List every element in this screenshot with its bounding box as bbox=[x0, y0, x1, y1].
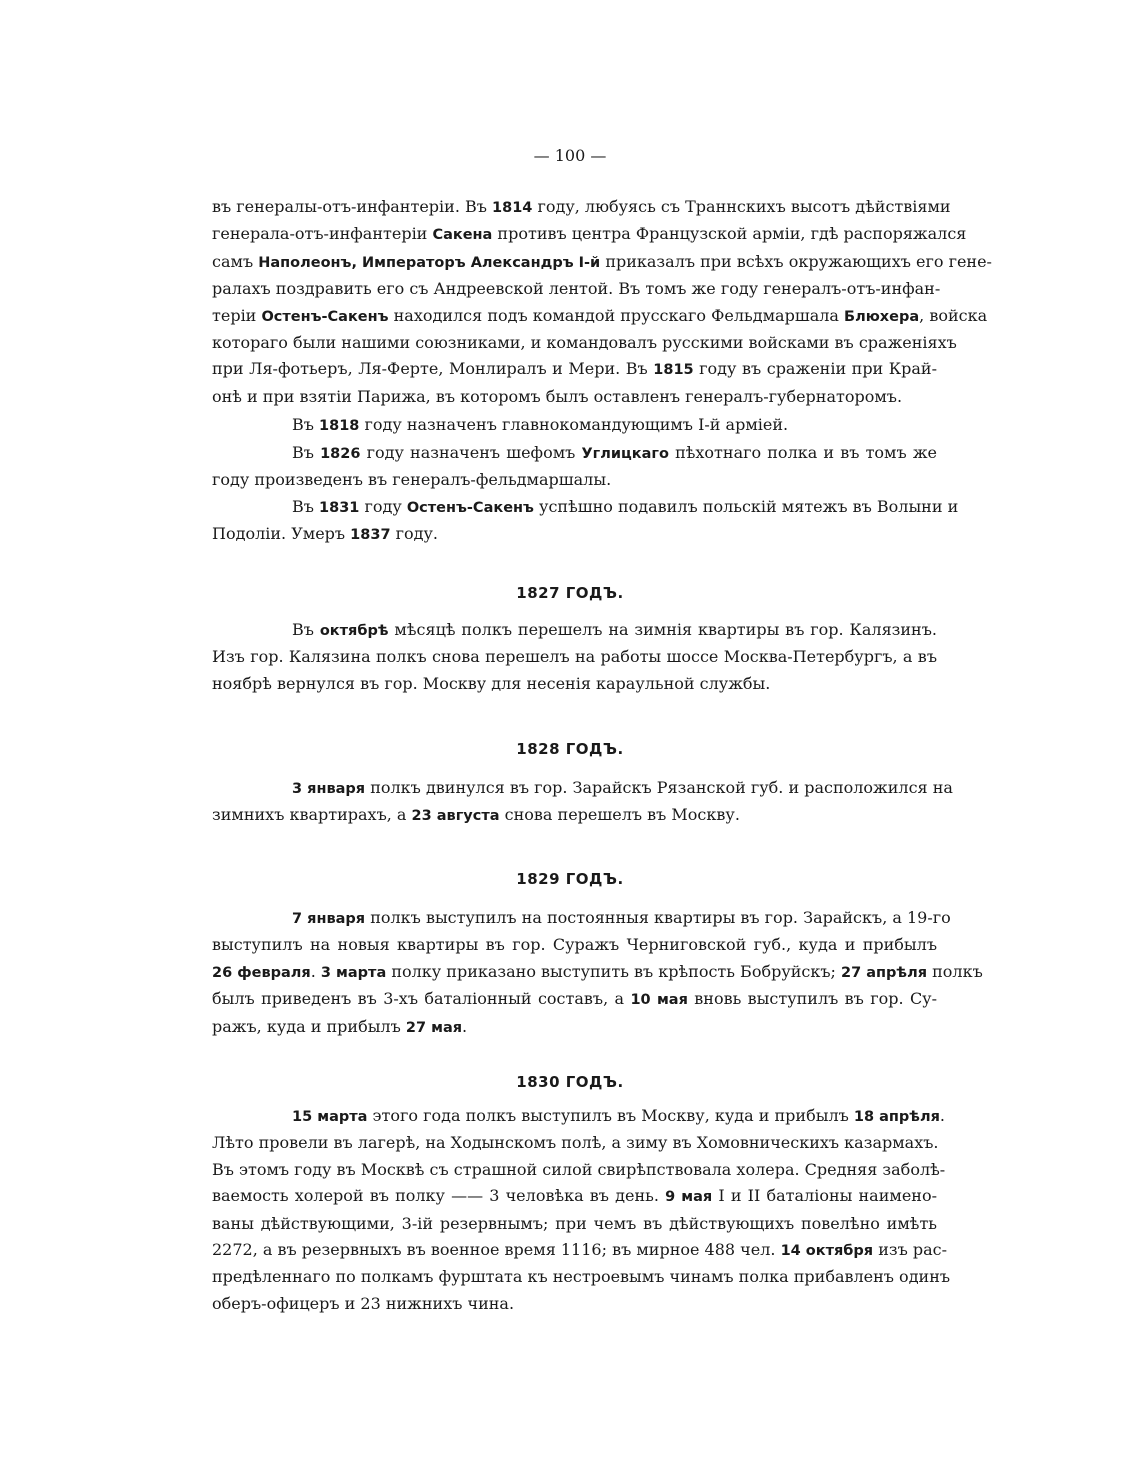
paragraph-1828 bbox=[212, 775, 953, 830]
text-line: самъ Наполеонъ, Императоръ Александръ I-й приказалъ при всѣхъ окружающихъ его гене- bbox=[212, 251, 992, 271]
paragraph-1826 bbox=[212, 440, 937, 494]
text-line: ноябрѣ вернулся въ гор. Москву для несенія караульной службы. bbox=[212, 673, 771, 693]
emphasis: 27 мая bbox=[405, 1019, 463, 1036]
section-heading-1828: 1828 ГОДЪ. bbox=[516, 740, 624, 758]
paragraph-1830 bbox=[212, 1103, 951, 1317]
text-line: котораго были нашими союзниками, и командовалъ русскими войсками въ сраженіяхъ bbox=[212, 333, 957, 353]
text-line: году произведенъ въ генералъ-фельдмаршалы. bbox=[212, 470, 612, 490]
emphasis: 27 апрѣля bbox=[841, 964, 928, 981]
text-line: ваемость холерой въ полку —— 3 человѣка въ день. 9 мая I и II баталіоны наимено- bbox=[212, 1186, 937, 1206]
paragraph-1827 bbox=[212, 617, 937, 697]
text-line: Лѣто провели въ лагерѣ, на Ходынскомъ полѣ, а зиму въ Хомовническихъ казармахъ. bbox=[212, 1133, 939, 1153]
text-line: 15 марта этого года полкъ выступилъ въ Москву, куда и прибылъ 18 апрѣля. bbox=[292, 1106, 945, 1125]
emphasis: 3 января bbox=[292, 781, 366, 797]
text-line: Изъ гор. Калязина полкъ снова перешелъ на работы шоссе Москва-Петербургъ, а въ bbox=[212, 647, 937, 667]
emphasis: Остенъ-Сакенъ bbox=[406, 500, 534, 516]
emphasis: 14 октября bbox=[780, 1243, 874, 1260]
emphasis: 1837 bbox=[350, 527, 391, 544]
paragraph-1829 bbox=[212, 905, 983, 1041]
paragraph-1818 bbox=[212, 412, 937, 439]
text-line: Въ 1826 году назначенъ шефомъ Углицкаго пѣхотнаго полка и въ томъ же bbox=[292, 443, 938, 462]
text-line: ражъ, куда и прибылъ 27 мая. bbox=[212, 1016, 468, 1036]
emphasis: 1826 bbox=[320, 446, 361, 462]
text-line: 7 января полкъ выступилъ на постоянныя квартиры въ гор. Зарайскъ, а 19-го bbox=[292, 908, 951, 927]
text-line: ралахъ поздравить его съ Андреевской лентой. Въ томъ же году генералъ-отъ-инфан- bbox=[212, 279, 941, 299]
text-line: 2272, а въ резервныхъ въ военное время 1116; въ мирное 488 чел. 14 октября изъ рас- bbox=[212, 1240, 948, 1260]
emphasis: 18 апрѣля bbox=[853, 1109, 940, 1125]
text-line: ваны дѣйствующими, 3-ій резервнымъ; при чемъ въ дѣйствующихъ повелѣно имѣть bbox=[212, 1213, 937, 1233]
emphasis: 10 мая bbox=[630, 992, 688, 1009]
emphasis: 3 марта bbox=[320, 964, 387, 981]
text-line: Въ 1831 году Остенъ-Сакенъ успѣшно подавилъ польскій мятежъ въ Волыни и bbox=[292, 497, 959, 516]
emphasis: Остенъ-Сакенъ bbox=[261, 308, 389, 325]
section-heading-1829: 1829 ГОДЪ. bbox=[516, 870, 624, 888]
text-line: при Ля-фотьеръ, Ля-Ферте, Монлиралъ и Мери. Въ 1815 году въ сраженіи при Край- bbox=[212, 359, 938, 379]
text-line: былъ приведенъ въ 3-хъ баталіонный составъ, а 10 мая вновь выступилъ въ гор. Су- bbox=[212, 989, 937, 1009]
text-line: выступилъ на новыя квартиры въ гор. Суражъ Черниговской губ., куда и прибылъ bbox=[212, 935, 937, 955]
text-line: Подоліи. Умеръ 1837 году. bbox=[212, 524, 438, 544]
emphasis: 1815 bbox=[653, 362, 694, 379]
emphasis: 1814 bbox=[492, 200, 533, 216]
text-line: Въ 1818 году назначенъ главнокомандующимъ I-й арміей. bbox=[292, 415, 789, 434]
text-line: Въ октябрѣ мѣсяцѣ полкъ перешелъ на зимнія квартиры въ гор. Калязинъ. bbox=[292, 620, 937, 639]
text-line: теріи Остенъ-Сакенъ находился подъ командой прусскаго Фельдмаршала Блюхера, войска bbox=[212, 305, 988, 325]
emphasis: 9 мая bbox=[665, 1189, 713, 1206]
text-line: 26 февраля. 3 марта полку приказано выступить въ крѣпость Бобруйскъ; 27 апрѣля полкъ bbox=[212, 961, 983, 981]
emphasis: Углицкаго bbox=[581, 446, 669, 462]
text-line: 3 января полкъ двинулся въ гор. Зарайскъ Рязанской губ. и расположился на bbox=[292, 778, 953, 797]
emphasis: Блюхера bbox=[844, 308, 920, 325]
page-number: — 100 — bbox=[533, 146, 607, 165]
paragraph-intro bbox=[212, 194, 992, 410]
emphasis: октябрѣ bbox=[319, 623, 389, 639]
text-line: въ генералы-отъ-инфантеріи. Въ 1814 году, любуясь съ Траннскихъ высотъ дѣйствіями bbox=[212, 197, 951, 216]
paragraph-1831 bbox=[212, 494, 959, 549]
emphasis: 1818 bbox=[319, 418, 360, 434]
emphasis: 7 января bbox=[292, 911, 366, 927]
emphasis: 26 февраля bbox=[212, 964, 311, 981]
text-line: генерала-отъ-инфантеріи Сакена противъ центра Французской арміи, гдѣ распоряжался bbox=[212, 224, 967, 244]
text-line: оберъ-офицеръ и 23 нижнихъ чина. bbox=[212, 1293, 515, 1313]
text-line: зимнихъ квартирахъ, а 23 августа снова перешелъ въ Москву. bbox=[212, 805, 740, 825]
emphasis: Наполеонъ, Императоръ Александръ I-й bbox=[258, 254, 601, 271]
emphasis: 23 августа bbox=[411, 808, 500, 825]
text-line: Въ этомъ году въ Москвѣ съ страшной силой свирѣпствовала холера. Средняя заболѣ- bbox=[212, 1159, 946, 1179]
emphasis: 1831 bbox=[319, 500, 360, 516]
text-line: онѣ и при взятіи Парижа, въ которомъ былъ оставленъ генералъ-губернаторомъ. bbox=[212, 386, 903, 406]
emphasis: Сакена bbox=[432, 227, 493, 244]
emphasis: 15 марта bbox=[292, 1109, 368, 1125]
section-heading-1827: 1827 ГОДЪ. bbox=[516, 584, 624, 602]
text-line: предѣленнаго по полкамъ фурштата къ нестроевымъ чинамъ полка прибавленъ одинъ bbox=[212, 1267, 951, 1287]
section-heading-1830: 1830 ГОДЪ. bbox=[516, 1073, 624, 1091]
